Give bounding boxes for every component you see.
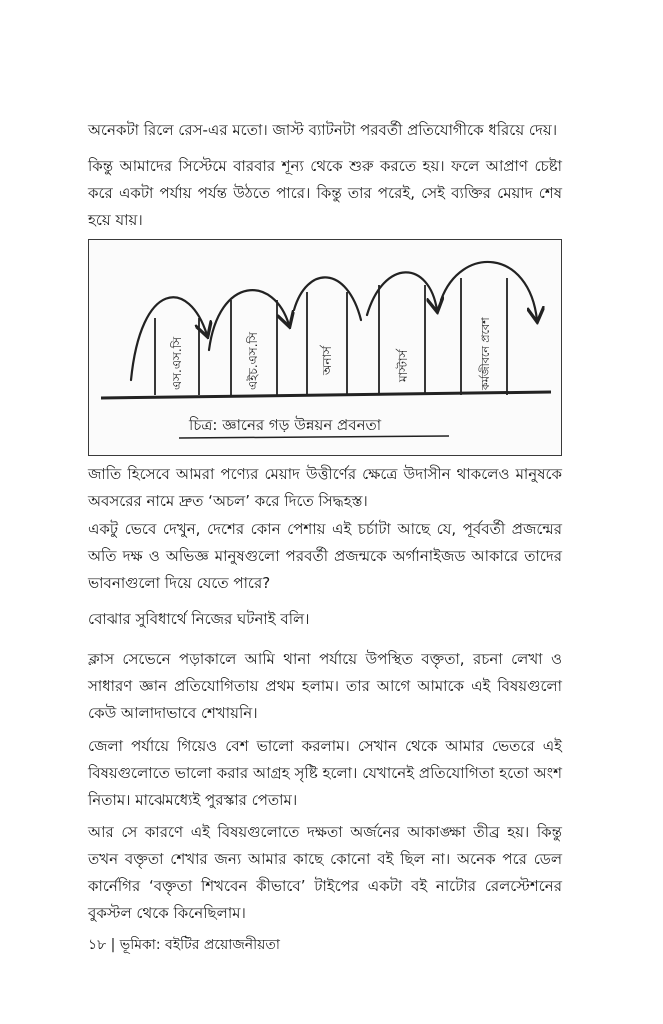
paragraph-relay: অনেকটা রিলে রেস-এর মতো। জাস্ট ব্যাটনটা পরবর্তী প্রতিযোগীকে ধরিয়ে দেয়। — [88, 121, 558, 139]
footer-separator: | — [110, 937, 116, 953]
page-footer — [88, 935, 562, 955]
paragraph-class-seven: ক্লাস সেভেনে পড়াকালে আমি থানা পর্যায়ে উপস্থিত বক্তৃতা, রচনা লেখা ও সাধারণ জ্ঞান প্রতিযোগিতায় প্রথম হলাম। তার আগে আমাকে এই বিষয়গুলো কেউ আলাদাভাবে শেখায়নি। — [88, 650, 562, 722]
trend-arc — [367, 272, 437, 315]
caption-underline — [179, 436, 449, 438]
trend-arc — [441, 262, 537, 320]
bar-label-career: কর্মজীবনে প্রবেশ — [479, 317, 492, 390]
page-number: ১৮ — [88, 937, 107, 953]
bar-label-honours: অনার্স — [320, 346, 334, 375]
paragraph-district: জেলা পর্যায়ে গিয়েও বেশ ভালো করলাম। সেখান থেকে আমার ভেতরে এই বিষয়গুলোতে ভালো করার আগ্রহ সৃষ্টি হলো। যেখানেই প্রতিযোগিতা হতো অংশ নিতাম। মাঝেমধ্যেই পুরস্কার পেতাম। — [88, 737, 562, 809]
trend-arc — [294, 277, 361, 320]
baseline — [101, 392, 551, 398]
bar-label-hsc: এইচ.এস.সি — [246, 332, 260, 390]
paragraph-think: একটু ভেবে দেখুন, দেশের কোন পেশায় এই চর্চাটা আছে যে, পূর্ববর্তী প্রজন্মের অতি দক্ষ ও অভিজ্ঞ মানুষগুলো পরবর্তী প্রজন্মকে অর্গানাইজড আকারে তাদের ভাবনাগুলো দিয়ে যেতে পারে? — [88, 520, 562, 592]
figure-caption: চিত্র: জ্ঞানের গড় উন্নয়ন প্রবনতা — [189, 416, 382, 434]
section-title: ভূমিকা: বইটির প্রয়োজনীয়তা — [119, 937, 280, 953]
bar-label-ssc: এস.এস.সি — [170, 336, 184, 390]
bar-outline — [307, 292, 347, 395]
paragraph-skill: আর সে কারণে এই বিষয়গুলোতে দক্ষতা অর্জনের আকাঙ্ক্ষা তীব্র হয়। কিন্তু তখন বক্তৃতা শেখার জন্য আমার কাছে কোনো বই ছিল না। অনেক পরে ডেল কার্নেগির ‘বক্তৃতা শিখবেন কীভাবে’ টাইপের একটা বই নাটোর রেলস্টেশনের বুকস্টল থেকে কিনেছিলাম। — [88, 823, 562, 922]
figure-knowledge-trend — [88, 239, 562, 456]
paragraph-system: কিন্তু আমাদের সিস্টেমে বারবার শূন্য থেকে শুরু করতে হয়। ফলে আপ্রাণ চেষ্টা করে একটা পর্যায় পর্যন্ত উঠতে পারে। কিন্তু তার পরেই, সেই ব্যক্তির মেয়াদ শেষ হয়ে যায়। — [88, 157, 562, 229]
bar-label-masters: মাস্টার্স — [396, 349, 410, 382]
paragraph-example: বোঝার সুবিধার্থে নিজের ঘটনাই বলি। — [88, 610, 310, 628]
trend-arc — [131, 297, 207, 380]
paragraph-nation: জাতি হিসেবে আমরা পণ্যের মেয়াদ উত্তীর্ণের ক্ষেত্রে উদাসীন থাকলেও মানুষকে অবসরের নামে দ্রুত ‘অচল’ করে দিতে সিদ্ধহস্ত। — [88, 465, 562, 510]
